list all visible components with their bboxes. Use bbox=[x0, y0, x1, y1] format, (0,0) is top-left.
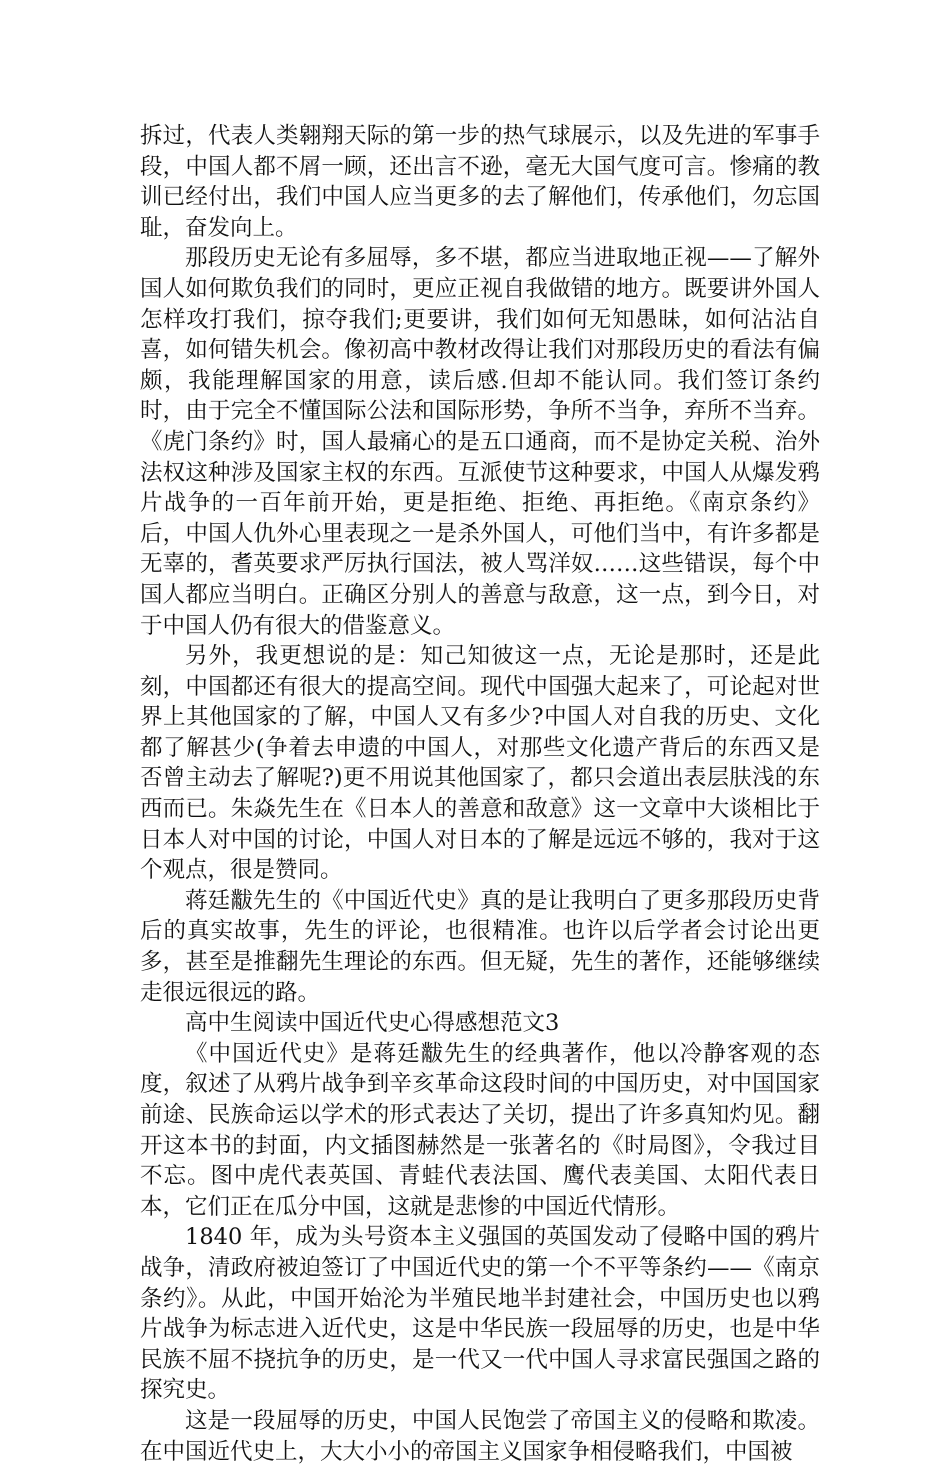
paragraph-author-praise: 蒋廷黻先生的《中国近代史》真的是让我明白了更多那段历史背后的真实故事，先生的评论，也很精准。也许以后学者会讨论出更多，甚至是推翻先生理论的东西。但无疑，先生的著作，还能够继续走很远很远的路。 bbox=[140, 887, 820, 1006]
section-heading: 高中生阅读中国近代史心得感想范文3 bbox=[185, 1010, 560, 1037]
paragraph-history-reflection: 那段历史无论有多屈辱，多不堪，都应当进取地正视——了解外国人如何欺负我们的同时，更应正视自我做错的地方。既要讲外国人怎样攻打我们，掠夺我们;更要讲，我们如何无知愚昧，如何沾沾自喜，如何错失机会。像初高中教材改得让我们对那段历史的看法有偏颇，我能理解国家的用意，读后感.但却不能认同。我们签订条约时，由于完全不懂国际公法和国际形势，争所不当争，弃所不当弃。《虎门条约》时，国人最痛心的是五口通商，而不是协定关税、治外法权这种涉及国家主权的东西。互派使节这种要求，中国人从爆发鸦片战争的一百年前开始，更是拒绝、拒绝、再拒绝。《南京条约》后，中国人仇外心里表现之一是杀外国人，可他们当中，有许多都是无辜的，耆英要求严厉执行国法，被人骂洋奴……这些错误，每个中国人都应当明白。正确区分别人的善意与敌意，这一点，到今日，对于中国人仍有很大的借鉴意义。 bbox=[140, 245, 820, 639]
document-page bbox=[140, 121, 820, 1467]
paragraph-humiliation: 这是一段屈辱的历史，中国人民饱尝了帝国主义的侵略和欺凌。在中国近代史上，大大小小的帝国主义国家争相侵略我们，中国被 bbox=[140, 1407, 820, 1465]
paragraph-continued: 拆过，代表人类翱翔天际的第一步的热气球展示，以及先进的军事手段，中国人都不屑一顾，还出言不逊，毫无大国气度可言。惨痛的教训已经付出，我们中国人应当更多的去了解他们，传承他们，勿忘国耻，奋发向上。 bbox=[140, 123, 820, 241]
paragraph-book-intro: 《中国近代史》是蒋廷黻先生的经典著作，他以冷静客观的态度，叙述了从鸦片战争到辛亥革命这段时间的中国历史，对中国国家前途、民族命运以学术的形式表达了关切，提出了许多真知灼见。翻开这本书的封面，内文插图赫然是一张著名的《时局图》，令我过目不忘。图中虎代表英国、青蛙代表法国、鹰代表美国、太阳代表日本，它们正在瓜分中国，这就是悲惨的中国近代情形。 bbox=[140, 1040, 820, 1220]
paragraph-opium-war: 1840 年，成为头号资本主义强国的英国发动了侵略中国的鸦片战争，清政府被迫签订了中国近代史的第一个不平等条约——《南京条约》。从此，中国开始沦为半殖民地半封建社会，中国历史也以鸦片战争为标志进入近代史，这是中华民族一段屈辱的历史，也是中华民族不屈不挠抗争的历史，是一代又一代中国人寻求富民强国之路的探究史。 bbox=[140, 1224, 820, 1404]
paragraph-know-yourself: 另外，我更想说的是：知己知彼这一点，无论是那时，还是此刻，中国都还有很大的提高空间。现代中国强大起来了，可论起对世界上其他国家的了解，中国人又有多少?中国人对自我的历史、文化都了解甚少(争着去申遗的中国人，对那些文化遗产背后的东西又是否曾主动去了解呢?)更不用说其他国家了，都只会道出表层肤浅的东西而已。朱焱先生在《日本人的善意和敌意》这一文章中大谈相比于日本人对中国的讨论，中国人对日本的了解是远远不够的，我对于这个观点，很是赞同。 bbox=[140, 643, 820, 884]
